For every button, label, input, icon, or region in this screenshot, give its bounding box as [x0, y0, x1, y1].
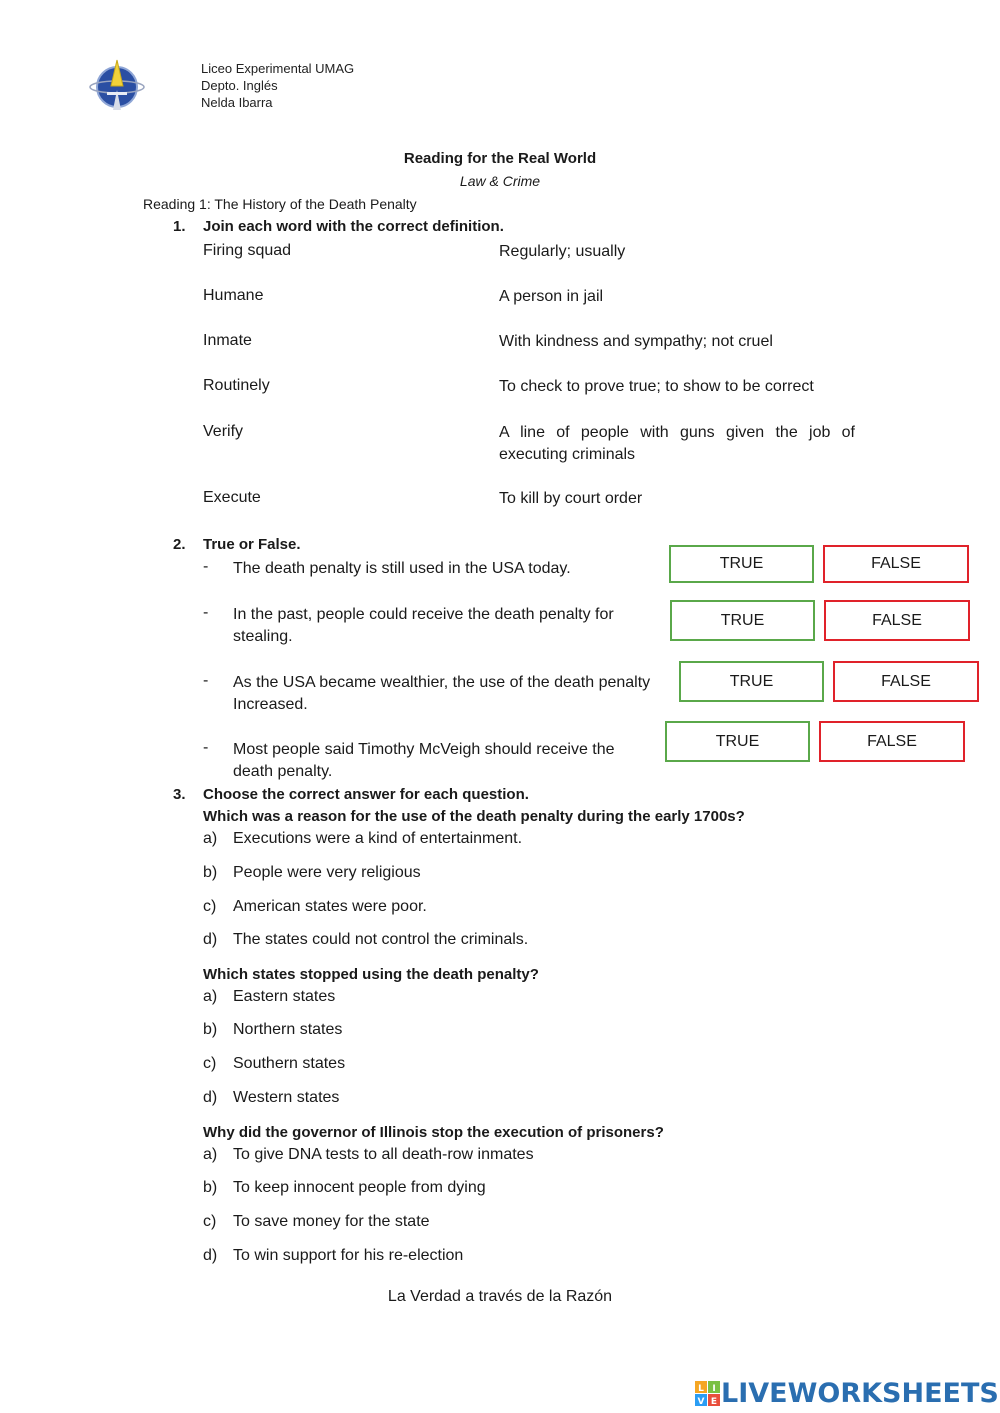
- bullet-dash: -: [203, 739, 209, 756]
- tf-statement-line: Most people said Timothy McVeigh should receive the: [233, 741, 615, 758]
- option-letter: b): [203, 864, 218, 881]
- option-text[interactable]: To save money for the state: [233, 1213, 430, 1230]
- liveworksheets-wordmark: LIVEWORKSHEETS: [721, 1378, 999, 1409]
- option-letter: b): [203, 1021, 218, 1038]
- reading-title: Reading 1: The History of the Death Penalty: [143, 196, 417, 212]
- option-text[interactable]: Northern states: [233, 1021, 343, 1038]
- option-letter: d): [203, 1089, 218, 1106]
- svg-text:I: I: [712, 1383, 716, 1394]
- liveworksheets-logo: [695, 1378, 999, 1409]
- true-button[interactable]: TRUE: [669, 545, 814, 583]
- worksheet-title: Reading for the Real World: [403, 150, 597, 167]
- svg-text:L: L: [698, 1383, 704, 1394]
- option-letter: d): [203, 931, 218, 948]
- option-text[interactable]: Eastern states: [233, 988, 336, 1005]
- option-text[interactable]: The states could not control the criminals.: [233, 931, 529, 948]
- option-text[interactable]: Southern states: [233, 1055, 346, 1072]
- match-definition[interactable]: A line of people with guns given the job of executing criminals: [499, 424, 855, 463]
- option-text[interactable]: Western states: [233, 1089, 340, 1106]
- false-button[interactable]: FALSE: [833, 661, 979, 702]
- school-logo: [88, 56, 146, 114]
- match-definition[interactable]: With kindness and sympathy; not cruel: [499, 333, 773, 350]
- mc-question: Which was a reason for the use of the death penalty during the early 1700s?: [203, 808, 745, 825]
- option-letter: c): [203, 898, 217, 915]
- match-definition[interactable]: To check to prove true; to show to be correct: [499, 378, 814, 395]
- tf-statement: [233, 558, 571, 580]
- option-letter: b): [203, 1179, 218, 1196]
- mc-question: Which states stopped using the death penalty?: [203, 966, 539, 983]
- true-button[interactable]: TRUE: [665, 721, 810, 762]
- match-word[interactable]: Routinely: [203, 377, 270, 394]
- option-letter: a): [203, 988, 218, 1005]
- option-text[interactable]: Executions were a kind of entertainment.: [233, 830, 523, 847]
- worksheet-subtitle: Law & Crime: [459, 173, 541, 189]
- q2-instruction: True or False.: [203, 536, 301, 553]
- option-text[interactable]: To keep innocent people from dying: [233, 1179, 486, 1196]
- match-word[interactable]: Execute: [203, 489, 261, 506]
- false-button[interactable]: FALSE: [824, 600, 970, 641]
- option-text[interactable]: People were very religious: [233, 864, 421, 881]
- option-text[interactable]: American states were poor.: [233, 898, 427, 915]
- teacher-name: Nelda Ibarra: [201, 95, 273, 110]
- q3-instruction: Choose the correct answer for each question.: [203, 786, 529, 803]
- svg-text:E: E: [710, 1396, 718, 1407]
- match-definition[interactable]: To kill by court order: [499, 490, 643, 507]
- option-letter: c): [203, 1055, 217, 1072]
- false-button[interactable]: FALSE: [819, 721, 965, 762]
- match-definition[interactable]: A person in jail: [499, 288, 604, 305]
- tf-statement-line: In the past, people could receive the death penalty for: [233, 606, 614, 623]
- tf-statement: [233, 672, 650, 716]
- tf-statement-line: stealing.: [233, 628, 293, 645]
- q2-number: 2.: [173, 536, 186, 553]
- q1-number: 1.: [173, 218, 186, 235]
- q3-number: 3.: [173, 786, 186, 803]
- option-letter: a): [203, 1146, 218, 1163]
- q1-instruction: Join each word with the correct definition.: [203, 218, 504, 235]
- svg-text:V: V: [697, 1396, 705, 1407]
- match-word[interactable]: Inmate: [203, 332, 252, 349]
- tf-statement-line: The death penalty is still used in the USA today.: [233, 560, 571, 577]
- match-word[interactable]: Firing squad: [203, 242, 292, 259]
- true-button[interactable]: TRUE: [670, 600, 815, 641]
- liveworksheets-icon: [695, 1381, 721, 1407]
- tf-statement: [233, 604, 614, 648]
- tf-statement: [233, 739, 615, 783]
- bullet-dash: -: [203, 604, 209, 621]
- false-button[interactable]: FALSE: [823, 545, 969, 583]
- tf-statement-line: As the USA became wealthier, the use of the death penalty: [233, 674, 651, 691]
- bullet-dash: -: [203, 558, 209, 575]
- mc-question: Why did the governor of Illinois stop the execution of prisoners?: [203, 1124, 664, 1141]
- school-motto: La Verdad a través de la Razón: [387, 1288, 613, 1305]
- option-letter: a): [203, 830, 218, 847]
- bullet-dash: -: [203, 672, 209, 689]
- match-word[interactable]: Verify: [203, 423, 244, 440]
- match-word[interactable]: Humane: [203, 287, 264, 304]
- tf-statement-line: Increased.: [233, 696, 308, 713]
- school-header: [201, 60, 354, 111]
- option-text[interactable]: To give DNA tests to all death-row inmates: [233, 1146, 534, 1163]
- option-text[interactable]: To win support for his re-election: [233, 1247, 464, 1264]
- option-letter: c): [203, 1213, 217, 1230]
- department-name: Depto. Inglés: [201, 78, 278, 93]
- school-name: Liceo Experimental UMAG: [201, 61, 355, 76]
- true-button[interactable]: TRUE: [679, 661, 824, 702]
- option-letter: d): [203, 1247, 218, 1264]
- match-definition[interactable]: Regularly; usually: [499, 243, 626, 260]
- tf-statement-line: death penalty.: [233, 763, 333, 780]
